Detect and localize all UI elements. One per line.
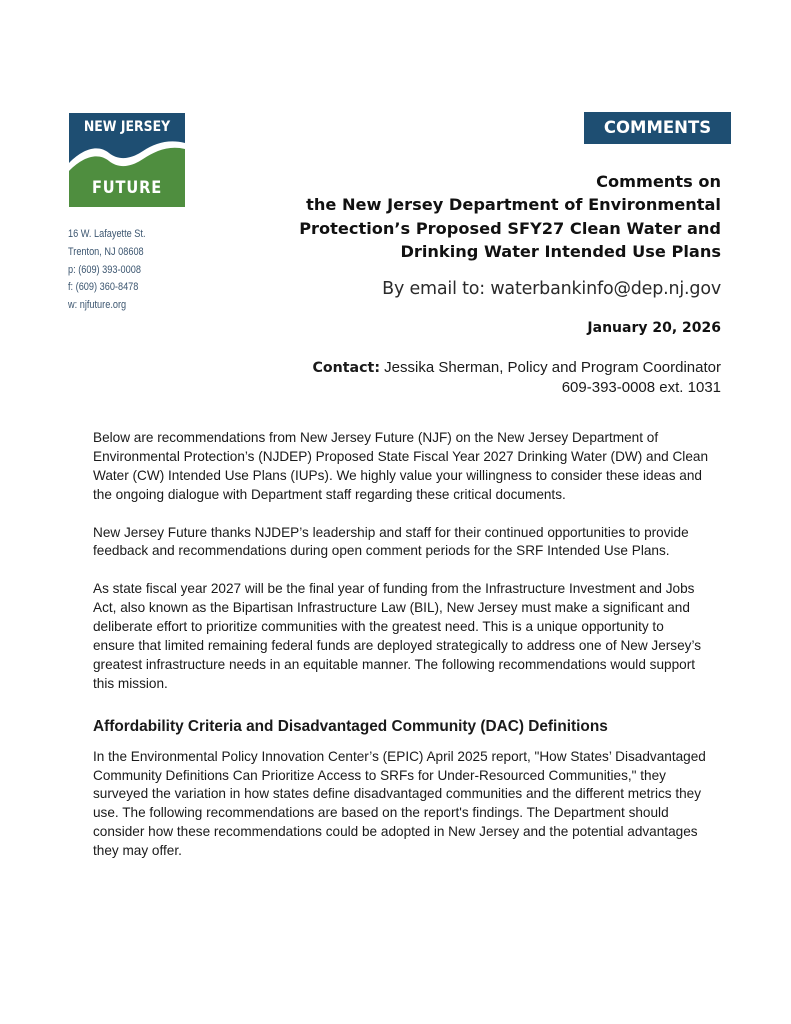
email-line: By email to: waterbankinfo@dep.nj.gov [382, 279, 721, 299]
paragraph-epic: In the Environmental Policy Innovation Center’s (EPIC) April 2025 report, "How States’ Disadvantaged Community Definitions Can Prioritize Access to SRFs for Under-Resourced Communities," they surveyed the variation in how states define disadvantaged communities and the different metrics they use. The following recommendations are based on the report's findings. The Department should consider how these recommendations could be adopted in New Jersey and the potential advantages they may offer. [93, 748, 706, 859]
address-city: Trenton, NJ 08608 [68, 245, 144, 258]
address-block [68, 226, 146, 315]
title-line-4: Drinking Water Intended Use Plans [400, 241, 721, 261]
title-line-3: Protection’s Proposed SFY27 Clean Water and [299, 218, 721, 238]
address-phone: p: (609) 393-0008 [68, 263, 141, 276]
paragraph-thanks: New Jersey Future thanks NJDEP’s leadership and staff for their continued opportunities to provide feedback and recommendations during open comment periods for the SRF Intended Use Plans. [93, 524, 689, 559]
address-street: 16 W. Lafayette St. [68, 228, 146, 240]
contact-phone: 609-393-0008 ext. 1031 [561, 379, 721, 396]
address-fax: f: (609) 360-8478 [68, 281, 139, 294]
paragraph-intro: Below are recommendations from New Jersey Future (NJF) on the New Jersey Department of Environmental Protection’s (NJDEP) Proposed State Fiscal Year 2027 Drinking Water (DW) and Clean Water (CW) Intended Use Plans (IUPs). We highly value your willingness to consider these ideas and the ongoing dialogue with Department staff regarding these critical documents. [93, 430, 709, 502]
comments-badge: COMMENTS [584, 112, 731, 144]
logo-text-bottom: FUTURE [91, 178, 163, 198]
section-heading: Affordability Criteria and Disadvantaged Community (DAC) Definitions [93, 717, 608, 735]
contact-name: Jessika Sherman, Policy and Program Coordinator [380, 359, 721, 376]
contact-block [313, 358, 721, 397]
document-body [93, 429, 708, 880]
njf-logo [69, 113, 185, 207]
contact-label: Contact: [312, 360, 380, 376]
title-line-1: Comments on [596, 172, 721, 191]
address-web: w: njfuture.org [68, 299, 127, 312]
title-line-2: the New Jersey Department of Environmental [306, 195, 721, 215]
document-date: January 20, 2026 [587, 320, 721, 336]
paragraph-bil: As state fiscal year 2027 will be the final year of funding from the Infrastructure Investment and Jobs Act, also known as the Bipartisan Infrastructure Law (BIL), New Jersey must make a significant and deliberate effort to prioritize communities with the greatest need. This is a unique opportunity to ensure that limited remaining federal funds are deployed strategically to address one of New Jersey’s greatest infrastructure needs in an equitable manner. The following recommendations would support this mission. [93, 581, 702, 691]
logo-text-top: NEW JERSEY [83, 119, 171, 135]
document-title [251, 170, 721, 263]
